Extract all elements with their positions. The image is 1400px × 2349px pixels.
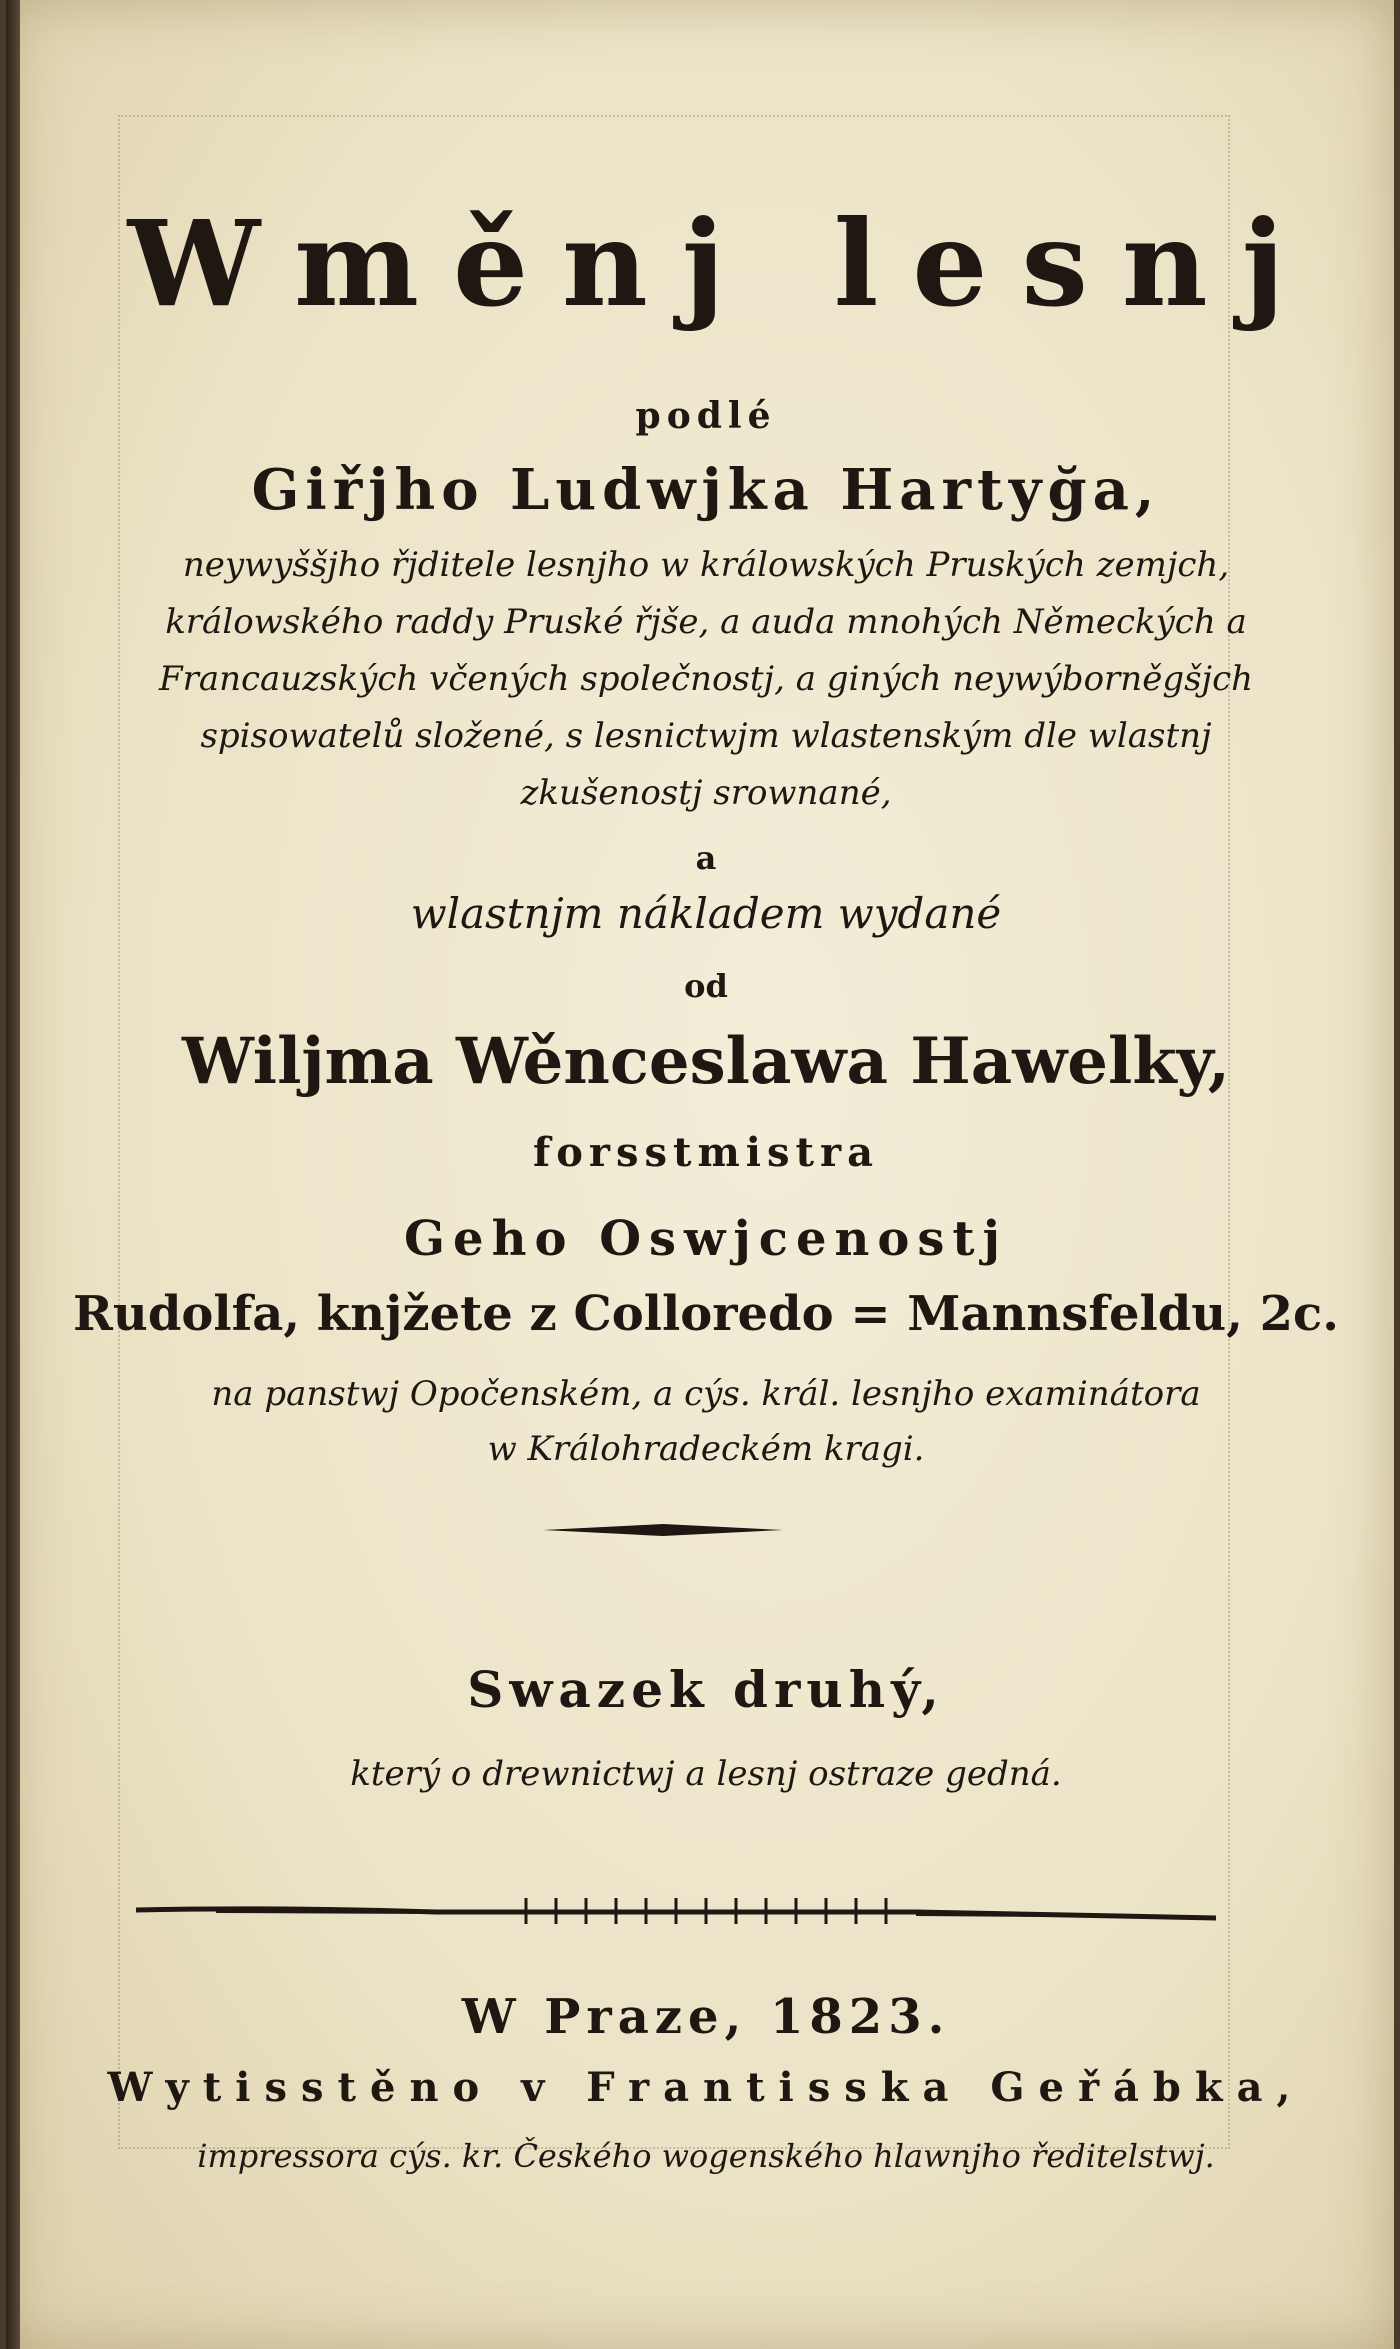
description-line: králowského raddy Pruské řjše, a auda mnohých Německých a [165,602,1247,642]
volume-title: Swazek druhý, [467,1660,945,1719]
od-label: od [684,967,728,1005]
printer-line: Wytisstěno v Frantisska Geřábka, [107,2064,1305,2111]
printer-office-line: impressora cýs. kr. Českého wogenského hlawnjho ředitelstwj. [197,2137,1215,2175]
rule-ornament [136,1890,1216,1930]
description-line: zkušenostj srownané, [520,773,892,813]
divider-ornament [543,1520,783,1540]
podle-label: podlé [635,395,777,437]
volume-description: který o drewnictwj a lesnj ostraze gedná. [350,1754,1062,1794]
conjunction-a: a [695,839,717,877]
book-page [6,0,1394,2349]
published-line: wlastnjm nákladem wydané [410,889,1002,938]
description-line: spisowatelů složené, s lesnictwjm wlastenským dle wlastnj [200,716,1212,756]
office-line: w Králohradeckém kragi. [487,1429,925,1469]
forstmistra-line: forsstmistra [533,1129,879,1176]
author-name: Giřjho Ludwjka Hartyğa, [251,457,1161,523]
description-line: Francauzských včených společnostj, a giných neywýborněgšjch [158,659,1254,699]
editor-name: Wiljma Wěnceslawa Hawelky, [182,1024,1230,1099]
patron-line: Rudolfa, knjžete z Colloredo = Mannsfeldu, 2c. [73,1286,1339,1342]
description-line: neywyššjho řjditele lesnjho w králowských Pruských zemjch, [182,545,1230,585]
geho-line: Geho Oswjcenostj [404,1211,1008,1267]
place-year: W Praze, 1823. [461,1989,951,2045]
book-title: Wměnj lesnj [127,194,1319,333]
office-line: na panstwj Opočenském, a cýs. král. lesnjho examinátora [211,1374,1201,1414]
